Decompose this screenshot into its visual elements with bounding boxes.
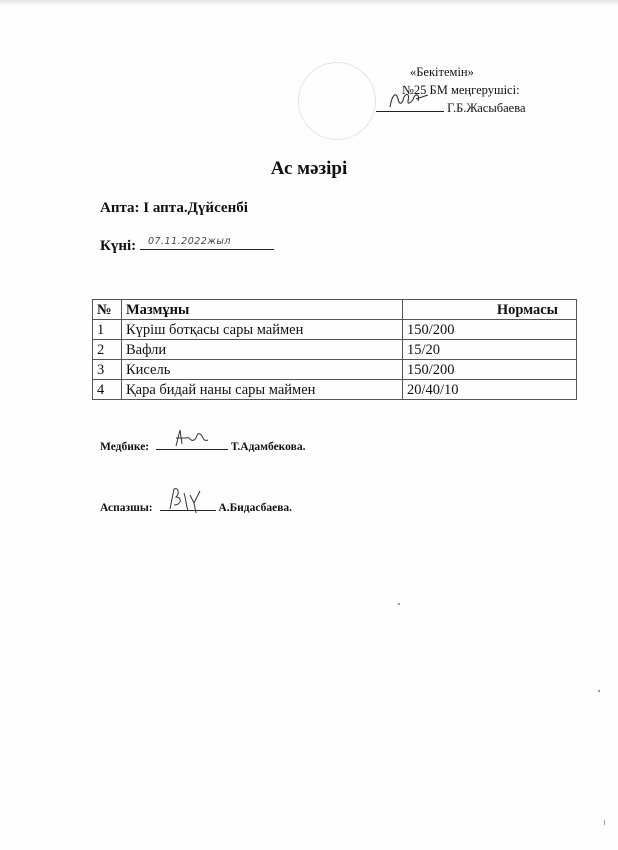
table-row: [93, 340, 577, 360]
row-name: Вафли: [122, 340, 403, 360]
header-num: №: [93, 300, 122, 320]
row-name: Күріш ботқасы сары маймен: [122, 320, 403, 340]
nurse-name: Т.Адамбекова.: [230, 441, 306, 453]
date-label: Күні:: [100, 238, 137, 254]
scan-speck: [598, 690, 600, 692]
row-num: 4: [93, 380, 122, 400]
row-name: Кисель: [122, 360, 403, 380]
cook-signature-icon: [164, 485, 212, 515]
scan-speck: [604, 820, 605, 825]
table-header-row: [93, 300, 577, 320]
date-line: [140, 234, 274, 250]
approval-signature-row: [376, 99, 526, 116]
row-norm: 20/40/10: [403, 380, 577, 400]
page-title: Ас мәзірі: [270, 158, 348, 179]
faded-stamp: [298, 62, 376, 140]
approval-signature-line: [376, 99, 444, 112]
menu-table: [92, 299, 577, 400]
row-norm: 150/200: [403, 360, 577, 380]
approval-position: №25 БМ меңгерушісі:: [402, 83, 520, 97]
table-row: [93, 320, 577, 340]
cook-signature-row: [100, 499, 292, 514]
cook-name: А.Бидасбаева.: [218, 502, 293, 514]
header-norm: Нормасы: [403, 300, 577, 320]
date-value: 07.11.2022жыл: [147, 236, 231, 247]
row-num: 2: [93, 340, 122, 360]
nurse-signature-line: [156, 438, 228, 450]
row-norm: 15/20: [403, 340, 577, 360]
approval-name: Г.Б.Жасыбаева: [447, 101, 526, 115]
nurse-role: Медбике:: [100, 441, 150, 453]
cook-role: Аспазшы:: [100, 502, 153, 514]
scan-edge: [0, 0, 618, 6]
cook-signature-line: [160, 499, 216, 511]
header-name: Мазмұны: [122, 300, 403, 320]
row-num: 1: [93, 320, 122, 340]
nurse-signature-icon: [172, 426, 212, 448]
approval-signature-icon: [386, 89, 432, 111]
week-label: Апта: І апта.Дүйсенбі: [100, 200, 248, 216]
row-norm: 150/200: [403, 320, 577, 340]
table-row: [93, 360, 577, 380]
scan-speck: [398, 603, 400, 605]
row-num: 3: [93, 360, 122, 380]
table-row: [93, 380, 577, 400]
approval-heading: «Бекітемін»: [410, 65, 474, 79]
nurse-signature-row: [100, 438, 305, 453]
date-row: [100, 234, 274, 255]
row-name: Қара бидай наны сары маймен: [122, 380, 403, 400]
